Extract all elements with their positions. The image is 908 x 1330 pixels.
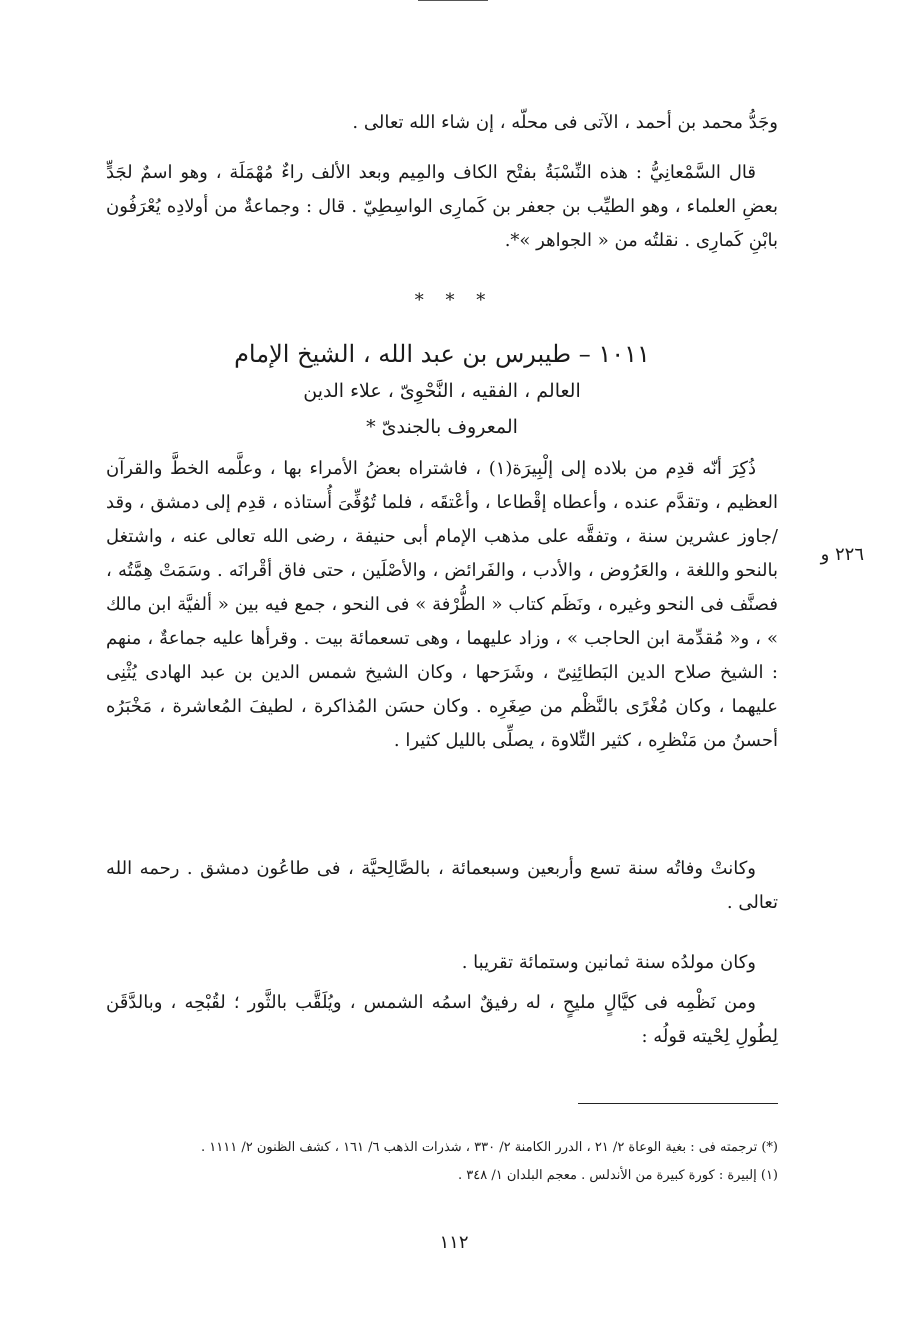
paragraph-1: وجَدُّ محمد بن أحمد ، الآتى فى محلّه ، إن شاء الله تعالى . <box>352 112 778 133</box>
section-separator: * * * <box>414 290 494 311</box>
paragraph-5: وكان مولدُه سنة ثمانين وستمائة تقريبا . <box>461 952 756 973</box>
paragraph-1-block <box>106 106 778 140</box>
entry-subtitle-2: المعروف بالجندىّ * <box>366 416 518 438</box>
footnotes <box>130 1134 778 1190</box>
paragraph-2-block <box>106 156 778 258</box>
paragraph-4: وكانتْ وفاتُه سنة تسع وأربعين وسبعمائة ، بالصَّالِحيَّة ، فى طاعُون دمشق . رحمه الله تعالى . <box>106 858 778 913</box>
paragraph-6: ومن نَظْمِه فى كيَّالٍ مليحٍ ، له رفيقٌ اسمُه الشمس ، ويُلَقَّب بالثَّور ؛ لقُبْحِه ، وبالدَّقَن لِطُولِ لِحْيته قولُه : <box>106 992 778 1047</box>
margin-folio-note: ٢٢٦ و <box>820 544 864 565</box>
footnote-rule <box>578 1103 778 1104</box>
top-edge-mark <box>418 0 488 3</box>
page-number: ١١٢ <box>439 1232 469 1253</box>
paragraph-3: ذُكِرَ أنّه قدِم من بلاده إلى إلْبِيرَة(١) ، فاشتراه بعضُ الأمراء بها ، وعلَّمه الخطَّ والقرآن العظيم ، وتقدَّم عنده ، وأعطاه إقْطاعا ، وأعْتقَه ، فلما تُوُفِّىَ أُستاذه ، قدِم إلى دمشق ، وقد /جاوز عشرين سنة ، وتفقَّه على مذهب الإمام أبى حنيفة ، رضى الله تعالى عنه ، واشتغل بالنحو واللغة ، والعَرُوض ، والأدب ، والفَرائض ، والأصْلَين ، حتى فاق أقْرانَه . وسَمَتْ هِمَّتُه ، فصنَّف فى النحو وغيره ، ونَظَم كتاب « الطُّرْفة » فى النحو ، جمع فيه بين « ألفيَّة ابن مالك » ، و« مُقدِّمة ابن الحاجب » ، وزاد عليهما ، وهى تسعمائة بيت . وقرأها عليه جماعةٌ ، منهم : الشيخ صلاح الدين البَطائِنِىّ ، وشَرَحها ، وكان الشيخ شمس الدين بن عبد الهادى يُثْنِى عليهما ، وكان مُغْرًى بالنَّظْم من صِغَرِه . وكان حسَن المُذاكرة ، لطيفَ المُعاشرة ، مَخْبَرُه أحسنُ من مَنْظرِه ، كثير التِّلاوة ، يصلِّى بالليل كثيرا . <box>106 458 778 751</box>
footnote-star: (*) ترجمته فى : بغية الوعاة ٢/ ٢١ ، الدرر الكامنة ٢/ ٣٣٠ ، شذرات الذهب ٦/ ١٦١ ، كشف الظنون ٢/ ١١١١ . <box>200 1140 778 1155</box>
paragraph-6-block <box>106 986 778 1054</box>
entry-subtitle-1: العالم ، الفقيه ، النَّحْوِىّ ، علاء الدين <box>303 380 581 402</box>
entry-title: ١٠١١ – طيبرس بن عبد الله ، الشيخ الإمام <box>234 340 650 368</box>
paragraph-5-block <box>106 946 778 980</box>
paragraph-2: قال السَّمْعانِيُّ : هذه النِّسْبَةُ بفتْح الكاف والمِيم وبعد الألف راءٌ مُهْمَلَة ، وهو اسمٌ لجَدٍّ بعضِ العلماء ، وهو الطيِّب بن جعفر بن كَمارِى الواسِطِيّ . قال : وجماعةٌ من أولادِه يُعْرَفُون بابْنِ كَمارِى . نقلتُه من « الجواهر »*. <box>106 162 778 251</box>
paragraph-3-block <box>106 452 778 758</box>
paragraph-4-block <box>106 852 778 920</box>
footnote-1: (١) إلبيرة : كورة كبيرة من الأندلس . معجم البلدان ١/ ٣٤٨ . <box>457 1168 778 1183</box>
